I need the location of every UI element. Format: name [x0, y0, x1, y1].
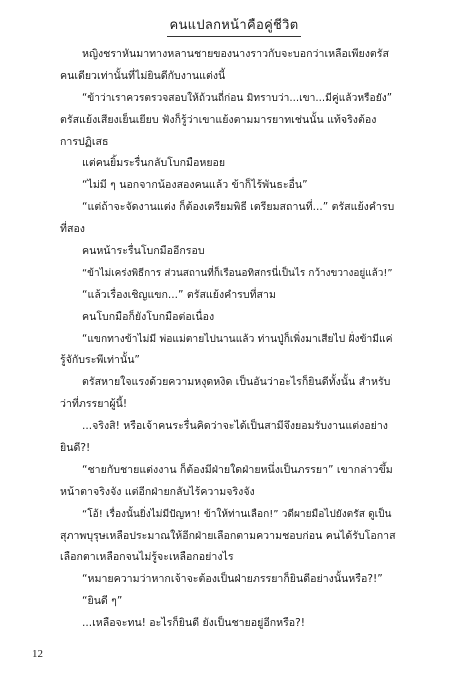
text-line: “ชายกับชายแต่งงาน ก็ต้องมีฝ่ายใดฝ่ายหนึ่งเป็นภรรยา” เขากล่าวขึ้ม: [82, 463, 393, 476]
text-line: การปฏิเสธ: [60, 135, 109, 148]
text-line: ตรัสแย้งเสียงเย็นเยียบ ฟังก็รู้ว่าเขาแย้งตามมารยาทเช่นนั้น แท้จริงต้อง: [60, 113, 377, 126]
text-line: ...จริงสิ! หรือเจ้าคนระรื่นคิดว่าจะได้เป็นสามีจึงยอมรับงานแต่งอย่าง: [82, 420, 388, 433]
text-line: “หมายความว่าหากเจ้าจะต้องเป็นฝ่ายภรรยาก็ยินดีอย่างนั้นหรือ?!”: [82, 573, 383, 586]
text-line: คนโบกมือก็ยังโบกมือต่อเนื่อง: [82, 310, 215, 323]
text-line: คนเดียวเท่านั้นที่ไม่ยินดีกับงานแต่งนี้: [60, 69, 226, 82]
text-line: ว่าที่ภรรยาผู้นี้!: [60, 398, 128, 411]
text-line: ยินดี?!: [60, 442, 91, 455]
text-line: “ข้าไม่เคร่งพิธีการ ส่วนสถานที่ก็เรือนอทิสกรนี่เป็นไร กว้างขวางอยู่แล้ว!”: [82, 267, 393, 279]
text-line: หญิงชราหันมาทางหลานชายของนางราวกับจะบอกว่าเหลือเพียงตรัส: [82, 48, 389, 60]
text-line: แต่คนยิ้มระรื่นกลับโบกมือหยอย: [82, 157, 226, 170]
book-title: คนแปลกหน้าคือคู่ชีวิต: [167, 14, 300, 37]
text-line: “แขกทางข้าไม่มี พ่อแม่ตายไปนานแล้ว ท่านปู่ก็เพิ่งมาเสียไป ฝั่งข้ามีแค่: [82, 332, 393, 345]
text-line: สุภาพบุรุษเหลือประมาณให้อีกฝ่ายเลือกตามความชอบก่อน คนได้รับโอกาส: [60, 529, 396, 542]
text-line: “ข้าว่าเราควรตรวจสอบให้ถ้วนถี่ก่อน มิทราบว่า...เขา...มีคู่แล้วหรือยัง”: [82, 91, 392, 104]
text-line: ตรัสหายใจแรงด้วยความหงุดหงิด เป็นอันว่าอะไรก็ยินดีทั้งนั้น สำหรับ: [82, 376, 391, 389]
text-line: ที่สอง: [60, 223, 85, 236]
text-line: “ไม่มี ๆ นอกจากน้องสองคนแล้ว ข้าก็ไร้พันธะอื่น”: [82, 179, 308, 192]
text-line: “โอ้! เรื่องนั้นยิ่งไม่มีปัญหา! ข้าให้ท่านเลือก!” วดีผายมือไปยังตรัส ดูเป็น: [82, 508, 392, 520]
page-header: [0, 14, 468, 37]
text-line: คนหน้าระรื่นโบกมืออีกรอบ: [82, 245, 205, 258]
text-line: รู้จักับระพีเท่านั้น”: [60, 354, 140, 367]
text-line: “ยินดี ๆ”: [82, 595, 123, 608]
page-number: 12: [32, 648, 43, 660]
body-text: [60, 44, 398, 635]
text-line: เลือกตาเหลือกจนไม่รู้จะเหลือกอย่างไร: [60, 551, 234, 564]
text-line: “แล้วเรื่องเชิญแขก...” ตรัสแย้งคำรบที่สาม: [82, 288, 276, 301]
text-line: “แต่ถ้าจะจัดงานแต่ง ก็ต้องเตรียมพิธี เตรียมสถานที่...” ตรัสแย้งคำรบ: [82, 201, 395, 214]
text-line: ...เหลือจะทน! อะไรก็ยินดี ยังเป็นชายอยู่อีกหรือ?!: [82, 617, 306, 630]
text-line: หน้าตาจริงจัง แต่อีกฝ่ายกลับไร้ความจริงจัง: [60, 485, 255, 498]
